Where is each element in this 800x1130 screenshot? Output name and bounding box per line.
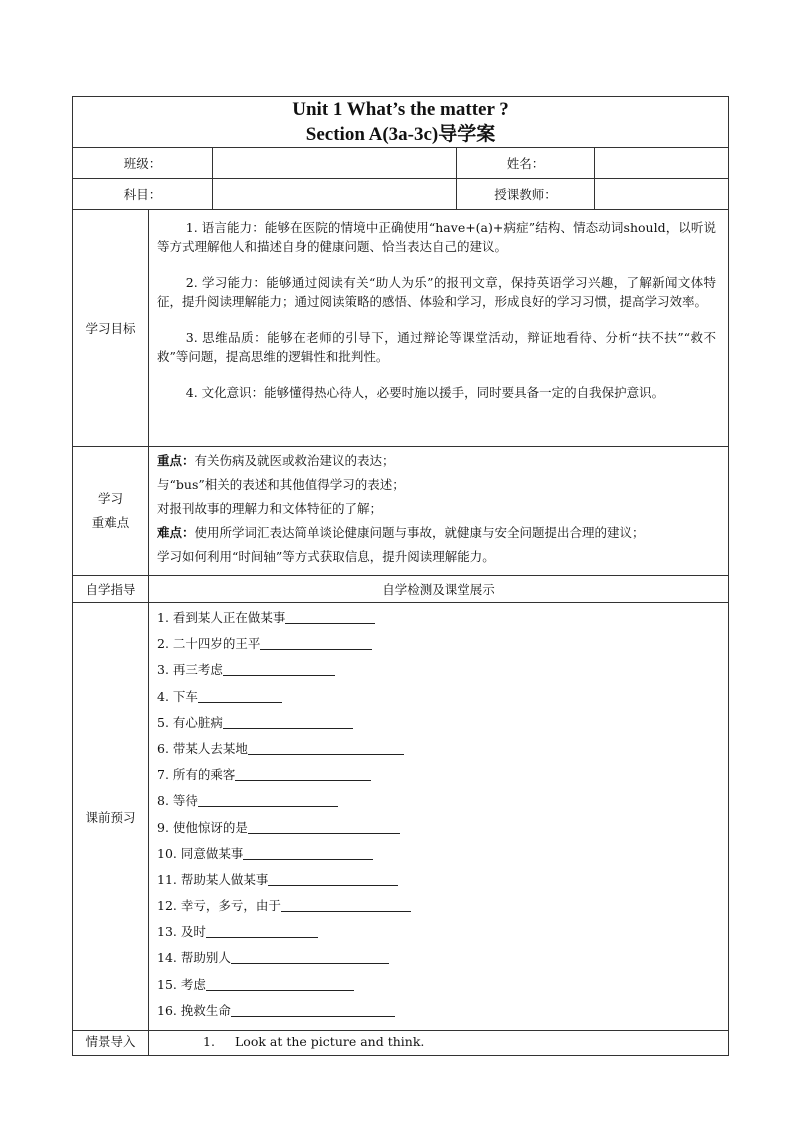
list-item: 8. 等待 (157, 788, 720, 814)
objectives-label: 学习目标 (73, 210, 149, 447)
preview-content (149, 603, 729, 1031)
key-label: 重点： (157, 453, 195, 468)
list-item: 9. 使他惊讶的是 (157, 815, 720, 841)
title-row (73, 97, 729, 148)
list-item: 3. 再三考虑 (157, 657, 720, 683)
name-label: 姓名： (457, 148, 595, 179)
worksheet-table (72, 96, 729, 1056)
preview-row (73, 603, 729, 1031)
list-item: 13. 及时 (157, 919, 720, 945)
answer-blank[interactable] (223, 714, 353, 729)
title-line-1: Unit 1 What’s the matter ? (292, 99, 509, 120)
intro-text: Look at the picture and think. (235, 1034, 425, 1049)
subject-field[interactable] (213, 179, 457, 210)
answer-blank[interactable] (198, 792, 338, 807)
answer-blank[interactable] (206, 976, 354, 991)
subject-teacher-row (73, 179, 729, 210)
key-line-2: 与“bus”相关的表述和其他值得学习的表述； (157, 477, 405, 492)
key-line-1: 重点：有关伤病及就医或救治建议的表达； (157, 453, 395, 468)
key-points-label-line-2: 重难点 (91, 515, 130, 530)
answer-blank[interactable] (248, 740, 404, 755)
answer-blank[interactable] (268, 871, 398, 886)
answer-blank[interactable] (206, 923, 318, 938)
answer-blank[interactable] (231, 949, 389, 964)
list-item: 15. 考虑 (157, 972, 720, 998)
guide-heading: 自学检测及课堂展示 (149, 576, 729, 603)
difficulty-label: 难点： (157, 525, 195, 540)
list-item: 11. 帮助某人做某事 (157, 867, 720, 893)
key-points-content (149, 447, 729, 576)
objective-item-3: 3. 思维品质：能够在老师的引导下，通过辩论等课堂活动，辩证地看待、分析“扶不扶”“救不救”等问题，提高思维的逻辑性和批判性。 (157, 330, 717, 364)
class-name-row (73, 148, 729, 179)
answer-blank[interactable] (231, 1002, 395, 1017)
list-item: 5. 有心脏病 (157, 710, 720, 736)
list-item: 2. 二十四岁的王平 (157, 631, 720, 657)
guide-row (73, 576, 729, 603)
intro-row (73, 1031, 729, 1056)
answer-blank[interactable] (223, 661, 335, 676)
difficulty-line-1: 难点：使用所学词汇表达简单谈论健康问题与事故，就健康与安全问题提出合理的建议； (157, 525, 645, 540)
key-points-label-line-1: 学习 (97, 491, 123, 506)
list-item: 1. 看到某人正在做某事 (157, 605, 720, 631)
key-points-row (73, 447, 729, 576)
answer-blank[interactable] (285, 609, 375, 624)
key-points-label (73, 447, 149, 576)
key-line-3: 对报刊故事的理解力和文体特征的了解； (157, 501, 383, 516)
preview-label: 课前预习 (73, 603, 149, 1031)
answer-blank[interactable] (281, 897, 411, 912)
title-line-2: Section A(3a-3c)导学案 (305, 124, 496, 145)
intro-label: 情景导入 (73, 1031, 149, 1056)
answer-blank[interactable] (235, 766, 371, 781)
answer-blank[interactable] (243, 845, 373, 860)
subject-label: 科目： (73, 179, 213, 210)
difficulty-line-2: 学习如何利用“时间轴”等方式获取信息，提升阅读理解能力。 (157, 549, 495, 564)
answer-blank[interactable] (260, 635, 372, 650)
guide-label: 自学指导 (73, 576, 149, 603)
answer-blank[interactable] (248, 819, 400, 834)
objective-item-4: 4. 文化意识：能够懂得热心待人，必要时施以援手，同时要具备一定的自我保护意识。 (185, 385, 665, 400)
teacher-field[interactable] (595, 179, 729, 210)
list-item: 14. 帮助别人 (157, 945, 720, 971)
list-item: 7. 所有的乘客 (157, 762, 720, 788)
intro-content (149, 1031, 729, 1056)
list-item: 4. 下车 (157, 684, 720, 710)
answer-blank[interactable] (198, 688, 282, 703)
objective-item-2: 2. 学习能力：能够通过阅读有关“助人为乐”的报刊文章，保持英语学习兴趣，了解新闻文体特征，提升阅读理解能力；通过阅读策略的感悟、体验和学习，形成良好的学习习惯，提高学习效率。 (157, 275, 717, 309)
list-item: 12. 幸亏，多亏，由于 (157, 893, 720, 919)
class-field[interactable] (213, 148, 457, 179)
list-item: 6. 带某人去某地 (157, 736, 720, 762)
list-item: 16. 挽救生命 (157, 998, 720, 1024)
name-field[interactable] (595, 148, 729, 179)
intro-number: 1. (203, 1034, 215, 1049)
list-item: 10. 同意做某事 (157, 841, 720, 867)
teacher-label: 授课教师： (457, 179, 595, 210)
objectives-content (149, 210, 729, 447)
worksheet-title (73, 97, 729, 148)
objectives-row (73, 210, 729, 447)
class-label: 班级： (73, 148, 213, 179)
objective-item-1: 1. 语言能力：能够在医院的情境中正确使用“have+(a)+病症”结构、情态动词should，以听说等方式理解他人和描述自身的健康问题、恰当表达自己的建议。 (157, 220, 717, 254)
